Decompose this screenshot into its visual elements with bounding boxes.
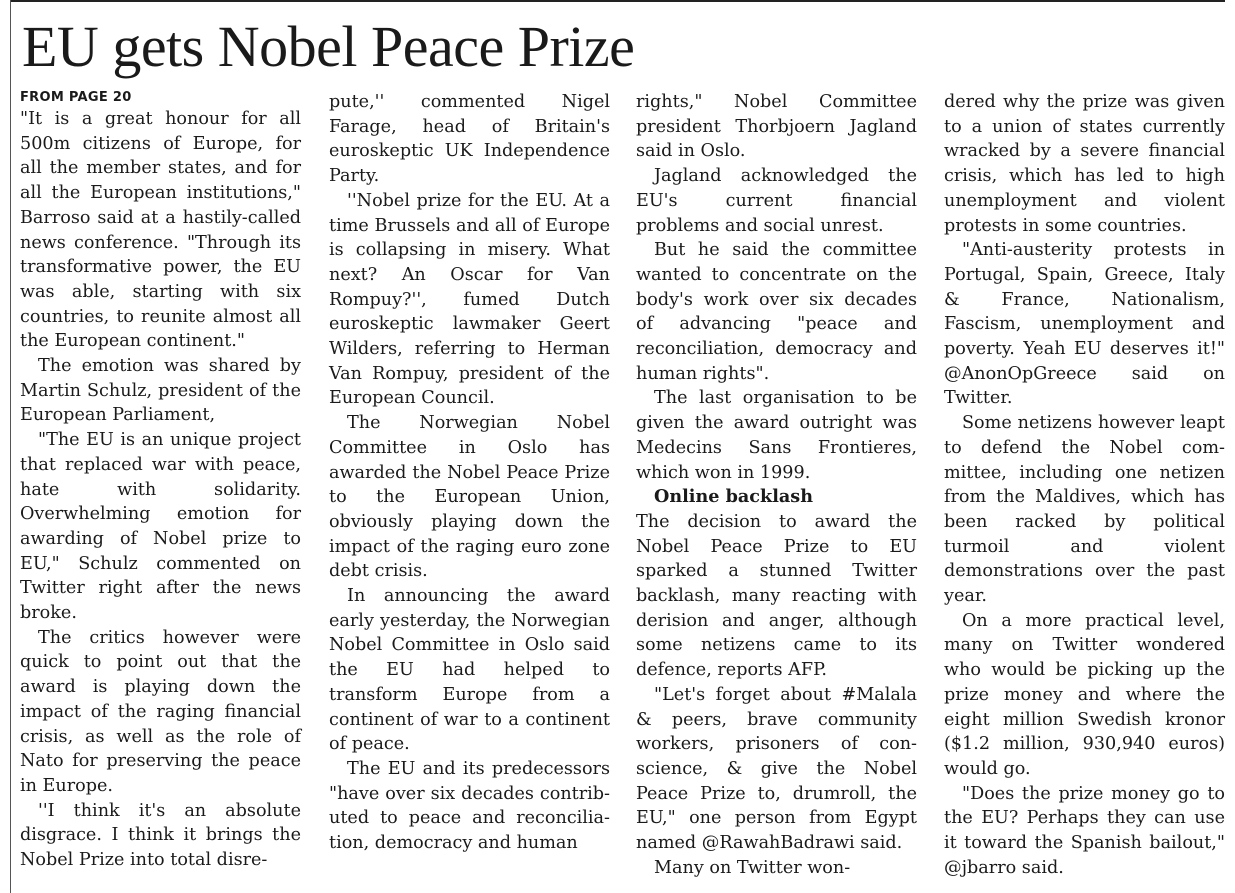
article-paragraph: But he said the committee wanted to concentrate on the body's work over six decades of advancing "peace and reconciliation, democracy and human rights". (636, 240, 917, 384)
article-paragraph: rights," Nobel Committee president Thorbjoern Jagland said in Oslo. (636, 92, 917, 162)
article-paragraph: "Let's forget about #Malala & peers, brave community workers, prisoners of conscience, & give the Nobel Peace Prize to, drumroll, the EU," one person from Egypt named @RawahBadrawi said. (636, 684, 917, 854)
article-paragraph: The last organisation to be given the award outright was Medecins Sans Frontieres, which won in 1999. (636, 388, 917, 483)
article-paragraph: Many on Twitter won- (654, 857, 851, 878)
article-paragraph: "It is a great honour for all 500m citizens of Europe, for all the member states, and for all the European institutions," Barroso said at a hastily-called news conference. "Through its transformative power, the EU was able, starting with six countries, to reunite almost all the European continent." (20, 109, 301, 352)
article-paragraph: Some netizens however leapt to defend the Nobel committee, including one netizen from the Maldives, which has been racked by political turmoil and violent demonstrations over the past year. (944, 413, 1225, 607)
article-paragraph: The Norwegian Nobel Committee in Oslo has awarded the Nobel Peace Prize to the European Union, obviously playing down the impact of the raging euro zone debt crisis. (329, 413, 610, 582)
article-paragraph: On a more practical level, many on Twitter wondered who would be picking up the prize money and where the eight million Swedish kronor ($1.2 million, 930,940 euros) would go. (944, 610, 1225, 779)
article-paragraph: pute,'' commented Nigel Farage, head of Britain's euroskeptic UK Independence Party. (329, 92, 610, 187)
kicker-from-page: FROM PAGE 20 (20, 90, 132, 105)
article-paragraph: The EU and its predecessors "have over six decades contributed to peace and reconciliation, democracy and human (329, 758, 610, 854)
headline: EU gets Nobel Peace Prize (22, 14, 635, 79)
article-paragraph: The critics however were quick to point out that the award is playing down the impact of the raging financial crisis, as well as the role of Nato for preserving the peace in Europe. (20, 627, 301, 796)
section-subhead: Online backlash (654, 486, 813, 508)
article-paragraph: "Anti-austerity protests in Portugal, Spain, Greece, Italy & France, Nationalism, Fascism, unemployment and poverty. Yeah EU deserves it!" @AnonOpGreece said on Twitter. (944, 240, 1225, 409)
article-paragraph: ''Nobel prize for the EU. At a time Brussels and all of Europe is collapsing in misery. What next? An Oscar for Van Rompuy?'', fumed Dutch euroskeptic lawmaker Geert Wilders, referring to Herman Van Rompuy, president of the European Council. (329, 190, 610, 409)
top-rule (10, 0, 1225, 2)
article-paragraph: The emotion was shared by Martin Schulz, president of the European Parliament, (20, 356, 301, 426)
article-column-2 (329, 90, 610, 856)
article-column-3 (636, 90, 917, 881)
article-paragraph: "The EU is an unique project that replaced war with peace, hate with solidarity. Overwhelming emotion for awarding of Nobel prize to EU," Schulz commented on Twitter right after the news broke. (20, 430, 301, 624)
article-paragraph: ''I think it's an absolute disgrace. I think it brings the Nobel Prize into total disre- (20, 800, 301, 871)
article-paragraph: In announcing the award early yesterday, the Norwegian Nobel Committee in Oslo said the EU had helped to transform Europe from a continent of war to a continent of peace. (329, 586, 610, 755)
article-paragraph: "Does the prize money go to the EU? Perhaps they can use it toward the Spanish bailout," @jbarro said. (944, 783, 1225, 878)
article-column-4 (944, 90, 1225, 881)
article-column-1 (20, 90, 301, 873)
article-paragraph: dered why the prize was given to a union of states currently wracked by a severe financial crisis, which has led to high unemployment and violent protests in some countries. (944, 92, 1225, 236)
article-paragraph: The decision to award the Nobel Peace Prize to EU sparked a stunned Twitter backlash, many reacting with derision and anger, although some netizens came to its defence, reports AFP. (636, 511, 917, 681)
article-paragraph: Jagland acknowledged the EU's current financial problems and social unrest. (636, 166, 917, 236)
left-column-rule (10, 0, 11, 893)
